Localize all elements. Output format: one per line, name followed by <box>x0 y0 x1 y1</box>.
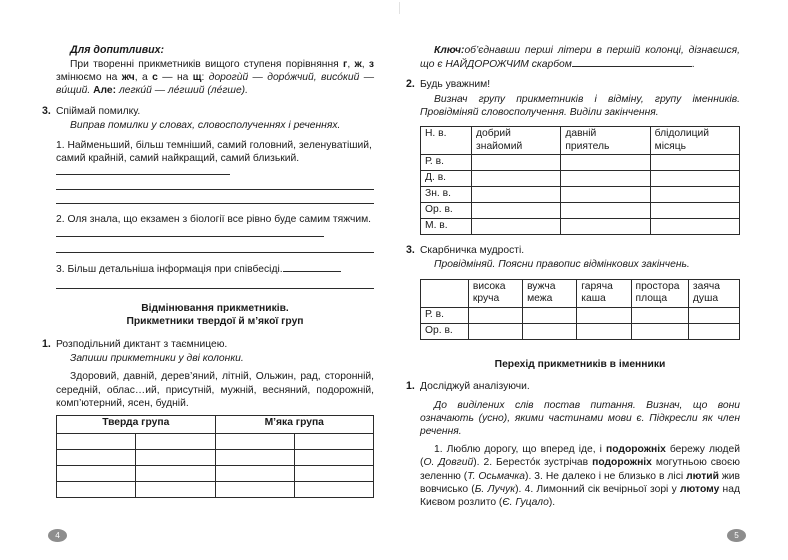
column-header-soft-group: М’яка група <box>215 416 374 434</box>
phrase-cell-4[interactable] <box>631 279 688 307</box>
table-row <box>57 482 374 498</box>
case-label-locative: М. в. <box>421 219 472 235</box>
phrase-noun: місяць <box>654 140 687 152</box>
answer-cell[interactable] <box>561 155 650 171</box>
analysis-sentences: 1. Люблю дорогу, що вперед іде, і подорожніх бережу людей (О. Довгий). 2. Берестóк зустрічав подорожніх могутньою своєю зеленню (Т. Осьмачка). 3. Не далеко і не близько в лісі лютий жив вовчисько (Б. Лучук). 4. Лимонний сік вечірньої зорі у лютому над Києвом розлито (Є. Гуцало). <box>420 444 740 509</box>
phrase-noun: круча <box>472 293 500 305</box>
answer-cell[interactable] <box>577 323 631 339</box>
answer-cell[interactable] <box>294 450 373 466</box>
answer-cell[interactable] <box>215 434 294 450</box>
table-row <box>421 187 740 203</box>
exercise-number: 2. <box>406 78 415 91</box>
answer-cell[interactable] <box>57 450 136 466</box>
answer-cell[interactable] <box>650 171 739 187</box>
answer-cell[interactable] <box>294 482 373 498</box>
answer-cell[interactable] <box>468 307 522 323</box>
case-label-instrumental: Ор. в. <box>421 323 469 339</box>
answer-rule-2a[interactable] <box>56 227 324 237</box>
answer-cell[interactable] <box>561 203 650 219</box>
exercise-instruction: До виділених слів постав питання. Визнач, що вони означають (усно), якими частинами мови є. Підкресли як член речення. <box>420 399 740 437</box>
answer-rule-1a[interactable] <box>56 165 230 175</box>
answer-cell[interactable] <box>136 434 215 450</box>
case-declension-table[interactable] <box>420 126 740 235</box>
table-row <box>57 434 374 450</box>
phrase-cell-3[interactable] <box>650 127 739 155</box>
answer-cell[interactable] <box>57 466 136 482</box>
table-row <box>421 203 740 219</box>
phrase-noun: душа <box>692 293 719 305</box>
exercise-instruction: Визнач групу прикметників і відміну, групу іменників. Провідміняй словосполучення. Виділи закінчення. <box>420 93 740 118</box>
table-row <box>57 466 374 482</box>
section-heading-line-1: Відмінювання прикметників. <box>141 302 289 314</box>
exercise-instruction: Провідміняй. Поясни правопис відмінкових закінчень. <box>434 259 690 271</box>
answer-rule-3b[interactable] <box>56 288 374 289</box>
phrase-adjective: блідолиций <box>654 128 710 140</box>
answer-cell[interactable] <box>472 219 561 235</box>
table-row <box>421 155 740 171</box>
answer-cell[interactable] <box>688 323 739 339</box>
answer-cell[interactable] <box>215 450 294 466</box>
exercise-title: Скарбничка мудрості. <box>420 245 525 257</box>
answer-cell[interactable] <box>215 482 294 498</box>
key-highlight: НАЙДОРОЖЧИМ <box>445 59 529 71</box>
right-exercise-2 <box>406 78 740 120</box>
answer-cell[interactable] <box>215 466 294 482</box>
left-exercise-3 <box>42 104 374 133</box>
left-exercise-1 <box>42 338 374 366</box>
exercise-number: 1. <box>406 380 415 393</box>
phrase-noun: каша <box>581 293 606 305</box>
answer-cell[interactable] <box>561 187 650 203</box>
answer-cell[interactable] <box>468 323 522 339</box>
key-label: Ключ: <box>434 45 465 56</box>
section-heading-line: Перехід прикметників в іменники <box>494 358 666 370</box>
answer-rule-2b[interactable] <box>56 252 374 253</box>
page-number-left: 4 <box>48 529 67 542</box>
table-row <box>421 323 740 339</box>
table-row <box>57 450 374 466</box>
phrase-adjective: гаряча <box>581 280 613 292</box>
error-item-1: 1. Найменьший, більш темніший, самий головний, зеленуватіший, самий крайній, самий найкращий, самий близький. <box>56 140 372 165</box>
table-row-nominative <box>421 127 740 155</box>
phrase-noun: межа <box>527 293 553 305</box>
phrase-cell-2[interactable] <box>523 279 577 307</box>
phrase-noun: знайомий <box>476 140 523 152</box>
exercise-number: 3. <box>406 244 415 257</box>
table-row <box>421 219 740 235</box>
exercise-number: 3. <box>42 104 51 117</box>
exercise-title: Будь уважним! <box>420 79 491 91</box>
answer-cell[interactable] <box>650 155 739 171</box>
exercise-instruction: Виправ помилки у словах, словосполученнях і реченнях. <box>70 119 341 131</box>
answer-cell[interactable] <box>294 466 373 482</box>
callout-body: При творенні прикметників вищого ступеня порівняння г, ж, з змінюємо на жч, а с — на щ: дорогѝй — доро́жчий, висо́кий — ви́щий. Але: легки́й — ле́гший (ле́гше). <box>56 59 374 97</box>
phrase-adjective: вужча <box>527 280 556 292</box>
case-label-accusative: Зн. в. <box>421 187 472 203</box>
table-header-row <box>57 416 374 434</box>
exercise-instruction: Запиши прикметники у дві колонки. <box>70 353 244 365</box>
exercise-title: Спіймай помилку. <box>56 105 141 117</box>
error-item-3: 3. Більш детальніша інформація при співбесіді. <box>56 263 283 275</box>
key-note <box>420 44 740 71</box>
wisdom-declension-table[interactable] <box>420 279 740 340</box>
table-row <box>421 307 740 323</box>
callout-for-the-curious <box>56 44 374 98</box>
answer-cell[interactable] <box>650 187 739 203</box>
answer-cell[interactable] <box>650 219 739 235</box>
answer-cell[interactable] <box>523 323 577 339</box>
table-row <box>421 171 740 187</box>
answer-cell[interactable] <box>631 323 688 339</box>
answer-cell[interactable] <box>57 482 136 498</box>
answer-cell[interactable] <box>561 171 650 187</box>
key-trailing: . <box>691 59 695 71</box>
column-header-hard-group: Тверда група <box>57 416 216 434</box>
right-exercise-1 <box>406 380 740 394</box>
phrase-adjective: заяча <box>692 280 721 292</box>
answer-cell[interactable] <box>561 219 650 235</box>
phrase-cell-1[interactable] <box>472 127 561 155</box>
answer-cell[interactable] <box>688 307 739 323</box>
answer-rule-1b[interactable] <box>56 189 374 190</box>
phrase-adjective: висока <box>472 280 506 292</box>
table-row-phrases <box>421 279 740 307</box>
phrase-adjective: простора <box>635 280 680 292</box>
answer-cell[interactable] <box>631 307 688 323</box>
hard-soft-group-table[interactable] <box>56 415 374 498</box>
answer-cell[interactable] <box>472 155 561 171</box>
section-heading-line-2: Прикметники твердої й м’якої груп <box>126 316 304 328</box>
case-label-genitive: Р. в. <box>421 307 469 323</box>
case-label-dative: Д. в. <box>421 171 472 187</box>
key-text-after: скарбом <box>528 59 572 71</box>
phrase-noun: приятель <box>565 140 610 152</box>
page-number-right: 5 <box>727 529 746 542</box>
phrase-adjective: давній <box>565 128 597 140</box>
exercise-number: 1. <box>42 338 51 351</box>
exercise-title: Розподільний диктант з таємницею. <box>56 339 228 351</box>
adjective-word-list: Здоровий, давній, дерев’яний, літній, Ольжин, рад, сторонній, середній, облас…ий, присутній, мужній, весняний, подорожній, комп’ютерний, ясен, будній. <box>56 371 374 409</box>
case-label-genitive: Р. в. <box>421 155 472 171</box>
answer-cell[interactable] <box>57 434 136 450</box>
answer-cell[interactable] <box>472 187 561 203</box>
corner-cell <box>421 279 469 307</box>
answer-cell[interactable] <box>136 466 215 482</box>
answer-cell[interactable] <box>294 434 373 450</box>
phrase-cell-5[interactable] <box>688 279 739 307</box>
phrase-cell-2[interactable] <box>561 127 650 155</box>
answer-cell[interactable] <box>472 203 561 219</box>
case-label-nominative: Н. в. <box>421 127 472 155</box>
answer-cell[interactable] <box>650 203 739 219</box>
section-heading-declension <box>56 302 374 329</box>
answer-cell[interactable] <box>136 482 215 498</box>
phrase-adjective: добрий <box>476 128 511 140</box>
key-answer-rule[interactable] <box>572 57 692 67</box>
phrase-noun: площа <box>635 293 668 305</box>
answer-cell[interactable] <box>577 307 631 323</box>
answer-cell[interactable] <box>136 450 215 466</box>
error-item-2: 2. Оля знала, що екзамен з біології все рівно буде самим тяжчим. <box>56 214 372 226</box>
exercise-title: Досліджуй аналізуючи. <box>420 381 530 393</box>
key-text-before: об’єднавши перші літери в першій колонці, дізнаєшся, що є <box>420 45 740 71</box>
phrase-cell-1[interactable] <box>468 279 522 307</box>
answer-rule-1c[interactable] <box>56 203 374 204</box>
right-exercise-3 <box>406 244 740 272</box>
case-label-instrumental: Ор. в. <box>421 203 472 219</box>
answer-rule-3a[interactable] <box>283 262 341 272</box>
section-heading-transition <box>420 358 740 372</box>
right-page <box>394 0 788 560</box>
table-body <box>57 434 374 498</box>
answer-cell[interactable] <box>523 307 577 323</box>
phrase-cell-3[interactable] <box>577 279 631 307</box>
answer-cell[interactable] <box>472 171 561 187</box>
callout-title: Для допитливих: <box>70 44 165 56</box>
